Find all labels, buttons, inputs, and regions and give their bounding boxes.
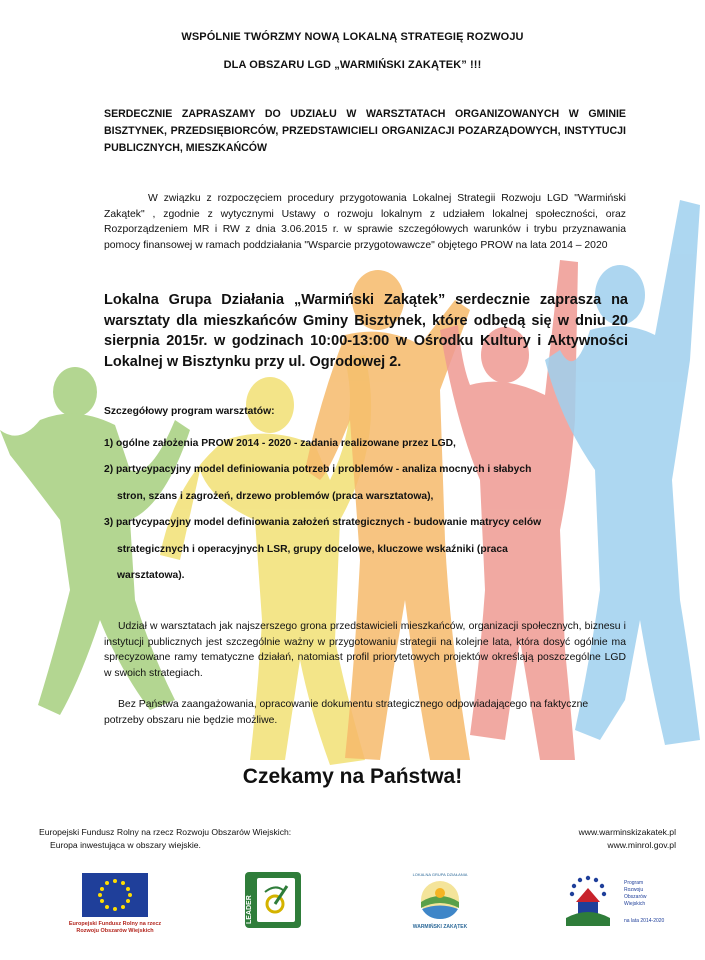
eu-caption-line-2: Rozwoju Obszarów Wiejskich [76,928,154,934]
eu-logo [60,873,170,935]
prow-line-1: Program [624,880,644,886]
footer-fund-slogan: Europa inwestująca w obszary wiejskie. [50,840,201,850]
eu-flag-icon [60,873,170,935]
lgd-bottom-text: WARMIŃSKI ZAKĄTEK [412,924,468,930]
leader-logo [245,872,301,928]
program-item-2: 2) partycypacyjny model definiowania potrzeb i problemów - analiza mocnych i słabych [104,464,532,475]
prow-line-5: na lata 2014-2020 [624,918,665,924]
eu-caption-line-1: Europejski Fundusz Rolny na rzecz [68,921,162,927]
intro-paragraph: W związku z rozpoczęciem procedury przygotowania Lokalnej Strategii Rozwoju LGD "Warmiński Zakątek" , zgodnie z wytycznymi Ustawy o rozwoju lokalnym z udziałem lokalnej społeczności, oraz Rozporządzeniem MR i RW z dnia 3.06.2015 r. w sprawie szczegółowych warunków i trybu przyznawania pomocy finansowej w ramach poddziałania "Wsparcie przygotowawcze" objętego PROW na lata 2014 – 2020 [104,193,626,251]
headline-line-2: DLA OBSZARU LGD „WARMIŃSKI ZAKĄTEK” !!! [223,59,482,71]
footer-link-lgd[interactable]: www.warminskizakatek.pl [578,827,676,837]
footer-link-minrol[interactable]: www.minrol.gov.pl [607,840,676,850]
lgd-emblem-icon [410,868,470,932]
program-item-3-cont2: warsztatowa). [117,570,185,581]
leader-icon [245,872,301,928]
program-item-1: 1) ogólne założenia PROW 2014 - 2020 - zadania realizowane przez LGD, [104,438,456,449]
prow-line-2: Rozwoju [624,887,644,893]
footer-left [39,826,291,852]
lgd-top-text: LOKALNA GRUPA DZIAŁANIA [412,872,468,877]
footer-right [579,826,676,852]
program-item-2-cont: stron, szans i zagrożeń, drzewo problemów (praca warsztatowa), [117,491,434,502]
footer-fund-name: Europejski Fundusz Rolny na rzecz Rozwoju Obszarów Wiejskich: [39,827,292,837]
invitation-paragraph: SERDECZNIE ZAPRASZAMY DO UDZIAŁU W WARSZTATACH ORGANIZOWANYCH W GMINIE BISZTYNEK, PRZEDSIĘBIORCÓW, PRZEDSTAWICIELI ORGANIZACJI POZARZĄDOWYCH, INSTYTUCJI PUBLICZNYCH, MIESZKAŃCÓW [104,108,626,154]
program-title: Szczegółowy program warsztatów: [104,406,275,417]
prow-line-4: Wiejskich [624,901,646,907]
headline-line-1: WSPÓLNIE TWÓRZMY NOWĄ LOKALNĄ STRATEGIĘ ROZWOJU [181,31,524,43]
prow-logo [562,872,672,932]
prow-line-3: Obszarów [624,894,647,900]
prow-emblem-icon [562,872,672,932]
event-announcement: Lokalna Grupa Działania „Warmiński Zakątek” serdecznie zaprasza na warsztaty dla mieszkańców Gminy Bisztynek, które odbędą się w dniu 20 sierpnia 2015r. w godzinach 10:00-13:00 w Ośrodku Kultury i Aktywności Lokalnej w Bisztynku przy ul. Ogrodowej 2. [104,292,628,370]
closing-paragraph-2: Bez Państwa zaangażowania, opracowanie dokumentu strategicznego odpowiadającego na faktyczne potrzeby obszaru nie będzie możliwe. [104,699,589,726]
closing-paragraph-1: Udział w warsztatach jak najszerszego grona przedstawicieli mieszkańców, organizacji społecznych, biznesu i instytucji publicznych jest szczególnie ważny w przygotowaniu strategii na kolejne lata, która dosyć ogólnie ma sprecyzowane ramy tematyczne działań, natomiast profil priorytetowych projektów określają poszczególne LGD w swoich strategiach. [104,621,626,679]
motto: Czekamy na Państwa! [242,765,463,788]
program-item-3: 3) partycypacyjny model definiowania założeń strategicznych - budowanie matrycy celów [104,517,542,528]
leader-label: LEADER [246,895,253,924]
lgd-logo [410,868,470,932]
program-item-3-cont: strategicznych i operacyjnych LSR, grupy docelowe, kluczowe wskaźniki (praca [117,544,508,555]
